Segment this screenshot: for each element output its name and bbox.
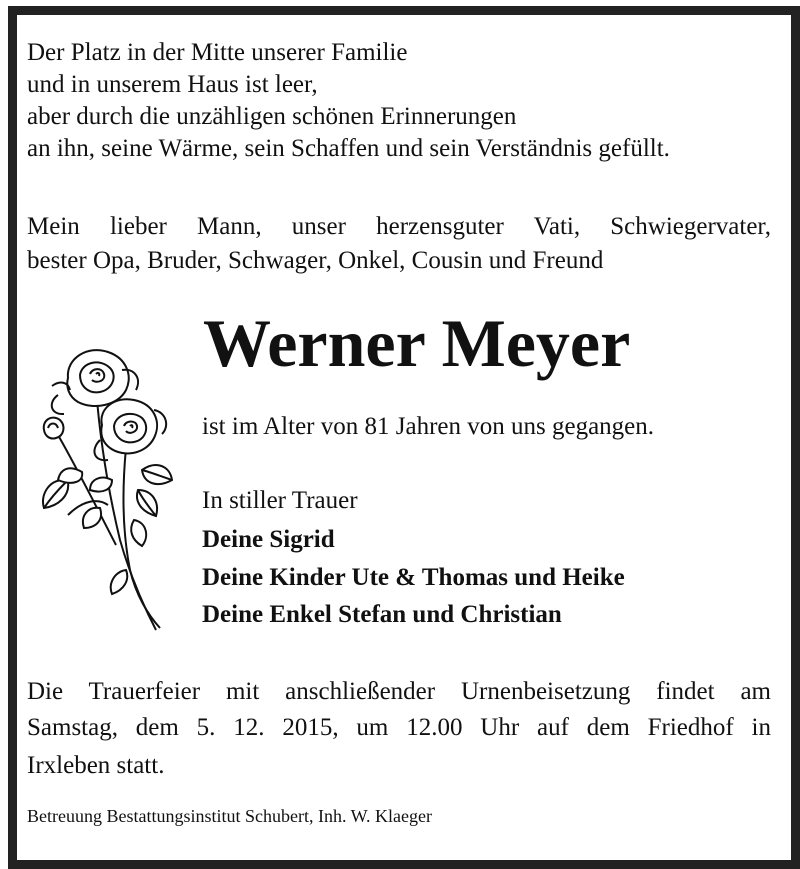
intro-verse-line-2: und in unserem Haus ist leer,: [27, 71, 318, 98]
relations-line-2: bester Opa, Bruder, Schwager, Onkel, Cousin und Freund: [27, 247, 604, 274]
passing-statement: ist im Alter von 81 Jahren von uns gegangen.: [202, 413, 655, 440]
undertaker-notice: Betreuung Bestattungsinstitut Schubert, Inh. W. Klaeger: [27, 806, 432, 826]
mourner-line-2: Deine Kinder Ute & Thomas und Heike: [202, 564, 625, 591]
intro-verse-line-1: Der Platz in der Mitte unserer Familie: [27, 39, 408, 66]
ceremony-line-1: Die Trauerfeier mit anschließender Urnenbeisetzung findet am: [27, 678, 771, 705]
ceremony-line-2: Samstag, dem 5. 12. 2015, um 12.00 Uhr auf dem Friedhof in: [27, 714, 771, 741]
intro-verse-line-4: an ihn, seine Wärme, sein Schaffen und sein Verständnis gefüllt.: [27, 135, 670, 162]
roses-icon: [38, 340, 178, 635]
deceased-name: Werner Meyer: [203, 305, 631, 381]
mourner-line-3: Deine Enkel Stefan und Christian: [202, 601, 562, 628]
intro-verse-line-3: aber durch die unzähligen schönen Erinnerungen: [27, 103, 517, 130]
relations-line-1: Mein lieber Mann, unser herzensguter Vati, Schwiegervater,: [27, 213, 771, 240]
ceremony-line-3: Irxleben statt.: [27, 752, 165, 779]
mourner-line-1: Deine Sigrid: [202, 526, 335, 553]
mourners-heading: In stiller Trauer: [202, 487, 358, 514]
